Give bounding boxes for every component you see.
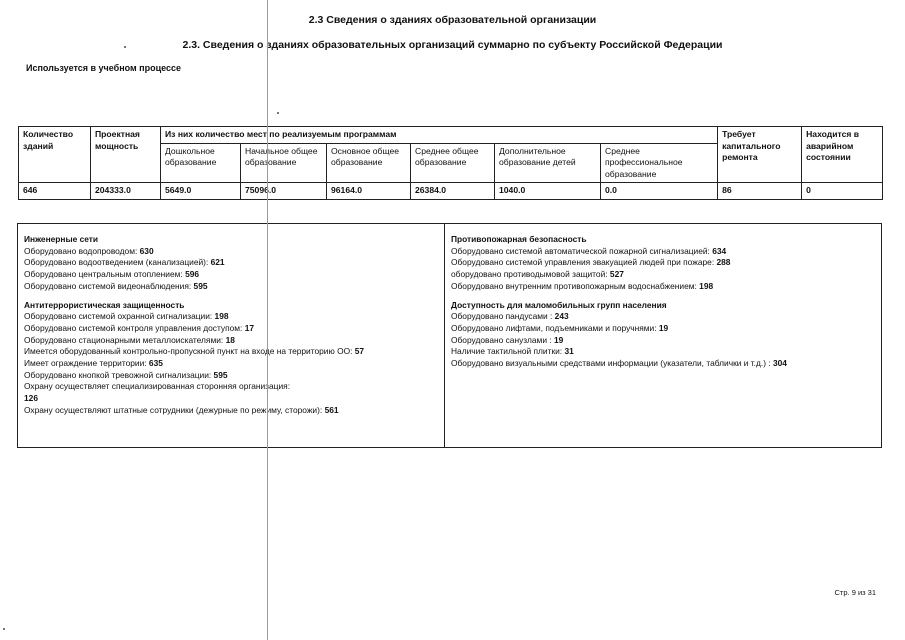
item-label: Оборудовано водоотведением (канализацией): [24,257,211,268]
list-item [24,269,440,281]
item-label: Охрану осуществляет специализированная сторонняя организация: [24,381,291,392]
cell-vocational: 0.0 [601,183,718,200]
cell-secondary: 26384.0 [411,183,495,200]
header-buildings: Количество зданий [19,127,91,183]
header-basic: Основное общее образование [327,143,411,183]
list-item [451,246,879,258]
item-value: 17 [244,322,255,333]
cell-preschool: 5649.0 [161,183,241,200]
item-value: 635 [148,358,163,369]
header-emergency: Находится в аварийном состоянии [802,127,883,183]
item-value: 126 [24,393,38,404]
scan-speck [3,628,5,630]
header-additional: Дополнительное образование детей [495,143,601,183]
item-value: 31 [564,346,574,357]
header-capacity: Проектная мощность [91,127,161,183]
cell-additional: 1040.0 [495,183,601,200]
item-value: 621 [210,257,225,268]
item-label: Охрану осуществляют штатные сотрудники (дежурные по режиму, сторожи): [24,404,325,415]
buildings-table [18,126,883,200]
item-value: 19 [658,322,669,333]
accessibility-title: Доступность для маломобильных групп населения [451,299,667,310]
cell-repair: 86 [718,183,802,200]
item-label: Оборудовано лифтами, подъемниками и поручнями: [451,322,659,333]
page-number: Стр. 9 из 31 [834,588,876,597]
right-column [451,234,879,370]
scan-speck [277,112,279,114]
item-label: Оборудовано санузлами : [451,334,554,345]
info-panel [17,223,882,448]
list-item [451,346,879,358]
item-value: 630 [139,245,154,256]
item-label: Оборудовано центральным отоплением: [24,269,186,280]
item-value: 19 [553,334,564,345]
engineering-title: Инженерные сети [24,234,99,244]
table-row [19,183,883,200]
list-item [451,257,879,269]
scan-speck [124,46,126,48]
list-item [451,335,879,347]
item-value: 18 [225,334,235,345]
item-label: Имеется оборудованный контрольно-пропускной пункт на входе на территорию ОО: [24,346,355,357]
left-column [24,234,440,417]
usage-label: Используется в учебном процессе [26,63,182,73]
item-label: Оборудовано пандусами : [451,311,555,322]
list-item [24,405,440,417]
item-value: 288 [716,257,731,268]
panel-divider [444,224,445,447]
item-value: 304 [772,358,787,369]
item-value: 561 [324,404,339,415]
table-header-row [19,127,883,144]
item-value: 634 [712,245,727,256]
header-secondary: Среднее общее образование [411,143,495,183]
list-item [24,311,440,323]
item-label: Оборудовано системой автоматической пожарной сигнализацией: [451,245,713,256]
item-value: 595 [193,280,208,291]
item-value: 57 [354,346,365,357]
list-item [451,358,879,370]
item-label: Оборудовано внутренним противопожарным водоснабжением: [451,280,700,291]
item-label: Оборудовано системой видеонаблюдения: [24,280,194,291]
list-item [24,370,440,382]
list-item [451,323,879,335]
list-item [451,281,879,293]
item-label: Оборудовано кнопкой тревожной сигнализации: [24,369,214,380]
item-label: Оборудовано водопроводом: [24,245,140,256]
scan-fold-line [267,0,268,640]
page-title: 2.3 Сведения о зданиях образовательной организации [308,14,597,26]
list-item [24,358,440,370]
item-value: 595 [213,369,228,380]
item-label: Оборудовано стационарными металлоискателями: [24,334,226,345]
cell-capacity: 204333.0 [91,183,161,200]
item-value: 198 [699,280,714,291]
header-vocational: Среднее профессиональное образование [601,143,718,183]
header-repair: Требует капитального ремонта [718,127,802,183]
item-value: 243 [554,311,569,322]
list-item [24,323,440,335]
header-primary: Начальное общее образование [241,143,327,183]
item-label: Оборудовано системой управления эвакуацией людей при пожаре: [451,257,717,268]
list-item [451,269,879,281]
cell-buildings: 646 [19,183,91,200]
item-label: оборудовано противодымовой защитой: [451,269,610,280]
list-item [24,381,294,404]
item-value: 596 [185,269,200,280]
item-label: Наличие тактильной плитки: [451,346,565,357]
item-label: Оборудовано системой контроля управления доступом: [24,322,245,333]
item-label: Оборудовано визуальными средствами информации (указатели, таблички и т.д.) : [451,358,773,369]
item-value: 198 [214,311,229,322]
cell-primary: 75096.0 [241,183,327,200]
cell-emergency: 0 [802,183,883,200]
item-label: Оборудовано системой охранной сигнализации: [24,311,215,322]
fire-safety-title: Противопожарная безопасность [451,234,587,244]
security-title: Антитеррористическая защищенность [24,299,185,310]
cell-basic: 96164.0 [327,183,411,200]
list-item [24,281,440,293]
item-value: 527 [609,269,624,280]
list-item [24,257,440,269]
list-item [24,335,440,347]
list-item [24,246,440,258]
list-item [451,311,879,323]
header-preschool: Дошкольное образование [161,143,241,183]
header-programs: Из них количество мест по реализуемым программам [161,127,718,144]
section-subtitle: 2.3. Сведения о зданиях образовательных организаций суммарно по субъекту Российской Федерации [182,39,723,51]
item-label: Имеет ограждение территории: [24,358,149,369]
list-item [24,346,440,358]
